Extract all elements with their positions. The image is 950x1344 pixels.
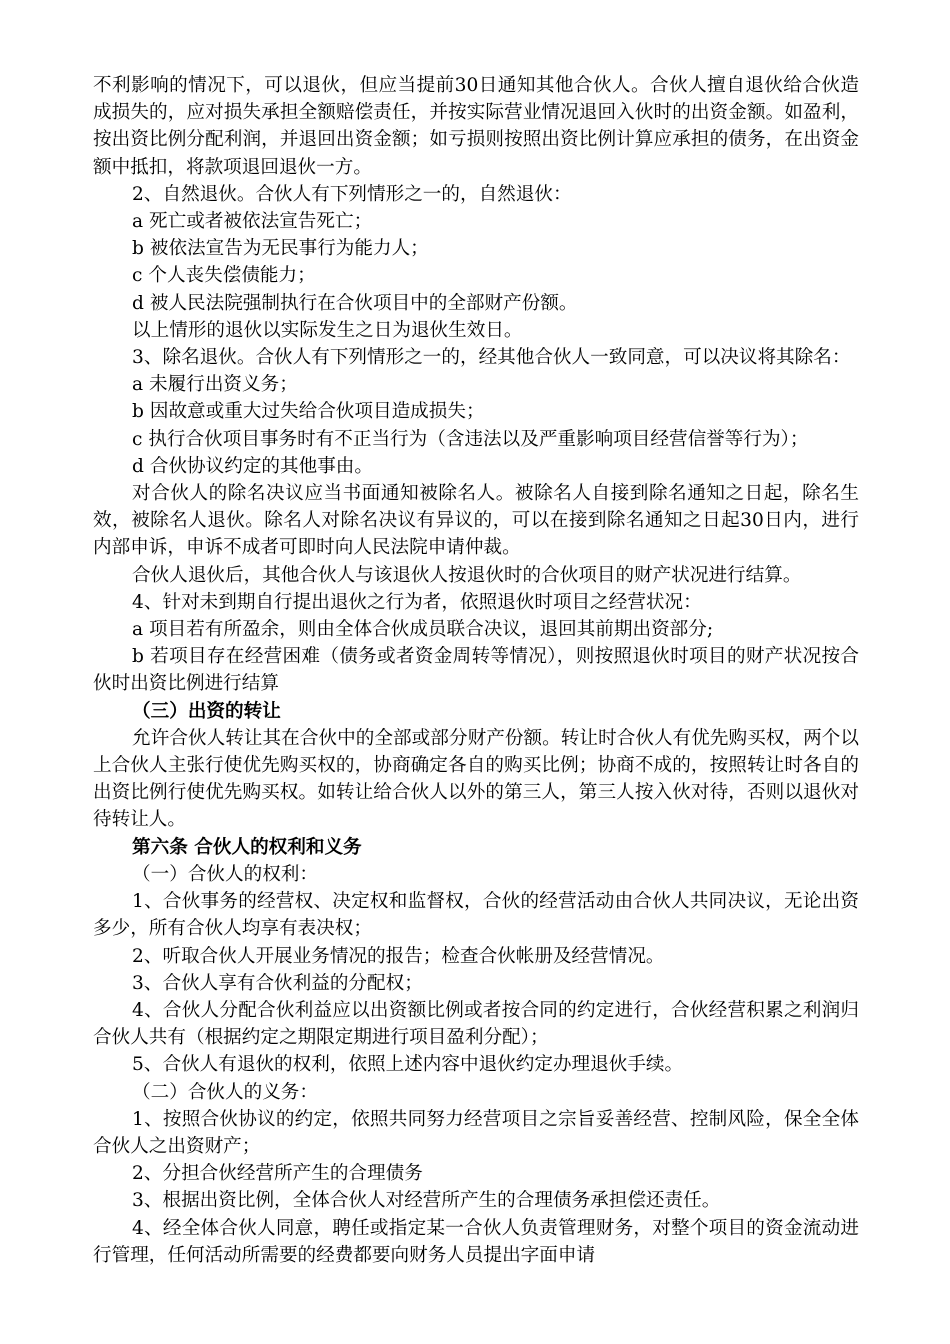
document-page [93, 72, 859, 1269]
paragraph-effective-date: 以上情形的退伙以实际发生之日为退伙生效日。 [132, 319, 523, 341]
article-heading-rights-obligations: 第六条 合伙人的权利和义务 [132, 836, 362, 858]
list-item: 5、合伙人有退伙的权利，依照上述内容中退伙约定办理退伙手续。 [132, 1054, 684, 1076]
paragraph-transfer: 允许合伙人转让其在合伙中的全部或部分财产份额。转让时合伙人有优先购买权，两个以上合伙人主张行使优先购买权的，协商确定各自的购买比例；协商不成的，按照转让时各自的出资比例行使优先购买权。如转让给合伙人以外的第三人，第三人按入伙对待，否则以退伙对待转让人。 [93, 727, 859, 831]
list-item: 2、听取合伙人开展业务情况的报告；检查合伙帐册及经营情况。 [132, 945, 665, 967]
list-item: 2、分担合伙经营所产生的合理债务 [132, 1163, 423, 1185]
list-item: 1、按照合伙协议的约定，依照共同努力经营项目之宗旨妥善经营、控制风险，保全全体合伙人之出资财产； [93, 1108, 859, 1157]
paragraph-expulsion-notice: 对合伙人的除名决议应当书面通知被除名人。被除名人自接到除名通知之日起，除名生效，被除名人退伙。除名人对除名决议有异议的，可以在接到除名通知之日起30日内，进行内部申诉，申诉不成者可即时向人民法院申请仲裁。 [93, 483, 859, 559]
list-item: d 被人民法院强制执行在合伙项目中的全部财产份额。 [132, 292, 578, 314]
list-item: 4、经全体合伙人同意，聘任或指定某一合伙人负责管理财务，对整个项目的资金流动进行管理，任何活动所需要的经费都要向财务人员提出字面申请 [93, 1217, 859, 1266]
list-item: 4、合伙人分配合伙利益应以出资额比例或者按合同的约定进行，合伙经营积累之利润归合伙人共有（根据约定之期限定期进行项目盈利分配）； [93, 999, 859, 1049]
list-item: b 因故意或重大过失给合伙项目造成损失； [132, 401, 485, 423]
paragraph-withdrawal-continued: 不利影响的情况下，可以退伙，但应当提前30日通知其他合伙人。合伙人擅自退伙给合伙造成损失的，应对损失承担全额赔偿责任，并按实际营业情况退回入伙时的出资金额。如盈利，按出资比例分配利润，并退回出资金额；如亏损则按照出资比例计算应承担的债务，在出资金额中抵扣，将款项退回退伙一方。 [93, 75, 859, 178]
list-item: 3、根据出资比例，全体合伙人对经营所产生的合理债务承担偿还责任。 [132, 1190, 721, 1212]
paragraph-natural-withdrawal: 2、自然退伙。合伙人有下列情形之一的，自然退伙： [132, 183, 572, 205]
list-item: a 项目若有所盈余，则由全体合伙成员联合决议，退回其前期出资部分; [132, 619, 714, 641]
paragraph-expulsion: 3、除名退伙。合伙人有下列情形之一的，经其他合伙人一致同意，可以决议将其除名： [132, 347, 851, 369]
list-item: 1、合伙事务的经营权、决定权和监督权，合伙的经营活动由合伙人共同决议，无论出资多少，所有合伙人均享有表决权； [93, 891, 859, 940]
list-item: a 死亡或者被依法宣告死亡； [132, 211, 373, 233]
paragraph-settlement: 合伙人退伙后，其他合伙人与该退伙人按退伙时的合伙项目的财产状况进行结算。 [132, 564, 802, 586]
subsection-heading-obligations: （二）合伙人的义务： [132, 1081, 318, 1103]
list-item: c 执行合伙项目事务时有不正当行为（含违法以及严重影响项目经营信誉等行为）； [132, 428, 809, 450]
section-heading-transfer: （三）出资的转让 [132, 700, 281, 722]
list-item: b 被依法宣告为无民事行为能力人； [132, 238, 429, 260]
list-item: b 若项目存在经营困难（债务或者资金周转等情况），则按照退伙时项目的财产状况按合伙时出资比例进行结算 [93, 646, 859, 695]
paragraph-early-withdrawal: 4、针对未到期自行提出退伙之行为者，依照退伙时项目之经营状况： [132, 591, 702, 613]
list-item: a 未履行出资义务； [132, 374, 298, 396]
list-item: d 合伙协议约定的其他事由。 [132, 455, 373, 477]
list-item: c 个人丧失偿债能力； [132, 265, 316, 287]
list-item: 3、合伙人享有合伙利益的分配权； [132, 972, 423, 994]
subsection-heading-rights: （一）合伙人的权利： [132, 863, 318, 885]
